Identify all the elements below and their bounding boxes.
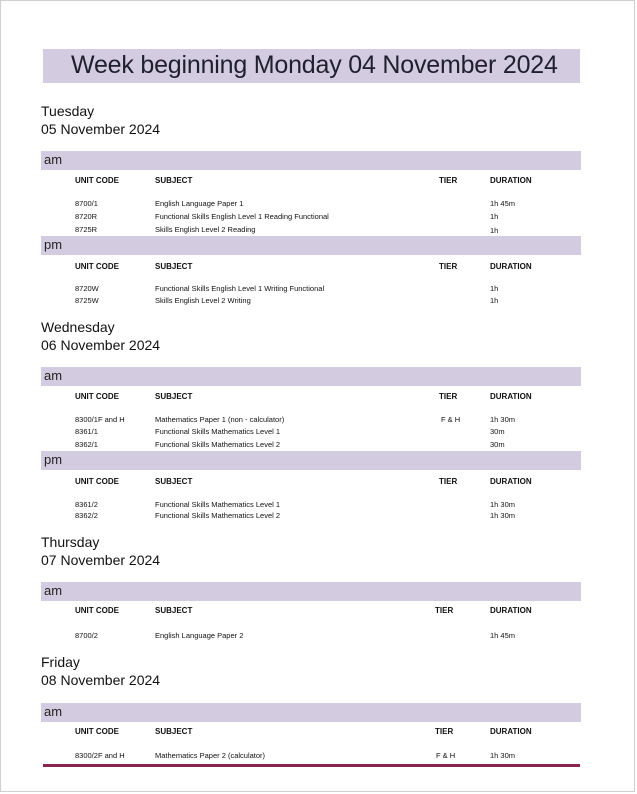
session-label: am xyxy=(44,583,63,598)
duration: 1h xyxy=(490,284,499,293)
session-label: am xyxy=(44,152,63,167)
unit-code: 8361/1 xyxy=(75,427,98,436)
subject: Mathematics Paper 1 (non - calculator) xyxy=(155,415,285,424)
day-heading xyxy=(41,318,160,354)
session-bar xyxy=(41,236,581,255)
subject: Functional Skills Mathematics Level 1 xyxy=(155,427,281,436)
unit-code: 8720R xyxy=(75,212,98,221)
header-tier: TIER xyxy=(439,392,458,401)
session-label: pm xyxy=(44,237,63,252)
day-name: Wednesday xyxy=(41,319,115,335)
subject: Functional Skills Mathematics Level 1 xyxy=(155,500,281,509)
header-subject: SUBJECT xyxy=(155,727,193,736)
duration: 1h xyxy=(490,296,499,305)
subject: Functional Skills English Level 1 Writing Functional xyxy=(155,284,325,293)
header-tier: TIER xyxy=(439,176,458,185)
day-date: 06 November 2024 xyxy=(41,337,161,353)
unit-code: 8300/2F and H xyxy=(75,751,125,760)
tier: F & H xyxy=(441,415,461,424)
day-name: Tuesday xyxy=(41,103,95,119)
subject: Functional Skills Mathematics Level 2 xyxy=(155,511,281,520)
day-date: 05 November 2024 xyxy=(41,121,161,137)
duration: 1h 45m xyxy=(490,199,516,208)
header-subject: SUBJECT xyxy=(155,262,193,271)
unit-code: 8720W xyxy=(75,284,99,293)
session-bar xyxy=(41,151,581,170)
duration: 1h xyxy=(490,226,499,235)
header-tier: TIER xyxy=(435,606,454,615)
day-date: 08 November 2024 xyxy=(41,672,161,688)
session-bar xyxy=(41,451,581,470)
header-duration: DURATION xyxy=(490,727,532,736)
header-tier: TIER xyxy=(439,477,458,486)
title-banner xyxy=(43,49,580,83)
header-subject: SUBJECT xyxy=(155,392,193,401)
unit-code: 8362/2 xyxy=(75,511,98,520)
session-bar xyxy=(41,582,581,601)
header-tier: TIER xyxy=(439,262,458,271)
header-subject: SUBJECT xyxy=(155,176,193,185)
header-duration: DURATION xyxy=(490,477,532,486)
header-duration: DURATION xyxy=(490,606,532,615)
unit-code: 8725W xyxy=(75,296,99,305)
day-heading xyxy=(41,533,160,569)
footer-rule xyxy=(43,764,580,767)
header-unit-code: UNIT CODE xyxy=(75,176,119,185)
day-date: 07 November 2024 xyxy=(41,552,161,568)
session-bar xyxy=(41,703,581,722)
page-title: Week beginning Monday 04 November 2024 xyxy=(71,51,558,79)
subject: Functional Skills Mathematics Level 2 xyxy=(155,440,281,449)
session-bar xyxy=(41,367,581,386)
header-unit-code: UNIT CODE xyxy=(75,477,119,486)
unit-code: 8725R xyxy=(75,225,98,234)
header-duration: DURATION xyxy=(490,392,532,401)
unit-code: 8700/1 xyxy=(75,199,98,208)
header-duration: DURATION xyxy=(490,176,532,185)
day-name: Thursday xyxy=(41,534,100,550)
subject: Mathematics Paper 2 (calculator) xyxy=(155,751,266,760)
subject: English Language Paper 2 xyxy=(155,631,244,640)
subject: English Language Paper 1 xyxy=(155,199,244,208)
header-unit-code: UNIT CODE xyxy=(75,606,119,615)
duration: 30m xyxy=(490,440,505,449)
session-label: pm xyxy=(44,452,63,467)
header-unit-code: UNIT CODE xyxy=(75,727,119,736)
duration: 1h 30m xyxy=(490,751,516,760)
unit-code: 8361/2 xyxy=(75,500,98,509)
day-heading xyxy=(41,102,160,138)
duration: 1h 30m xyxy=(490,511,516,520)
duration: 1h 30m xyxy=(490,500,516,509)
day-name: Friday xyxy=(41,654,80,670)
header-tier: TIER xyxy=(435,727,454,736)
tier: F & H xyxy=(436,751,456,760)
duration: 1h xyxy=(490,212,499,221)
duration: 30m xyxy=(490,427,505,436)
unit-code: 8700/2 xyxy=(75,631,98,640)
header-subject: SUBJECT xyxy=(155,477,193,486)
subject: Skills English Level 2 Reading xyxy=(155,225,256,234)
duration: 1h 45m xyxy=(490,631,516,640)
subject: Functional Skills English Level 1 Reading Functional xyxy=(155,212,329,221)
header-unit-code: UNIT CODE xyxy=(75,262,119,271)
session-label: am xyxy=(44,704,63,719)
unit-code: 8300/1F and H xyxy=(75,415,125,424)
header-unit-code: UNIT CODE xyxy=(75,392,119,401)
session-label: am xyxy=(44,368,63,383)
unit-code: 8362/1 xyxy=(75,440,98,449)
header-subject: SUBJECT xyxy=(155,606,193,615)
header-duration: DURATION xyxy=(490,262,532,271)
day-heading xyxy=(41,653,160,689)
subject: Skills English Level 2 Writing xyxy=(155,296,251,305)
duration: 1h 30m xyxy=(490,415,516,424)
